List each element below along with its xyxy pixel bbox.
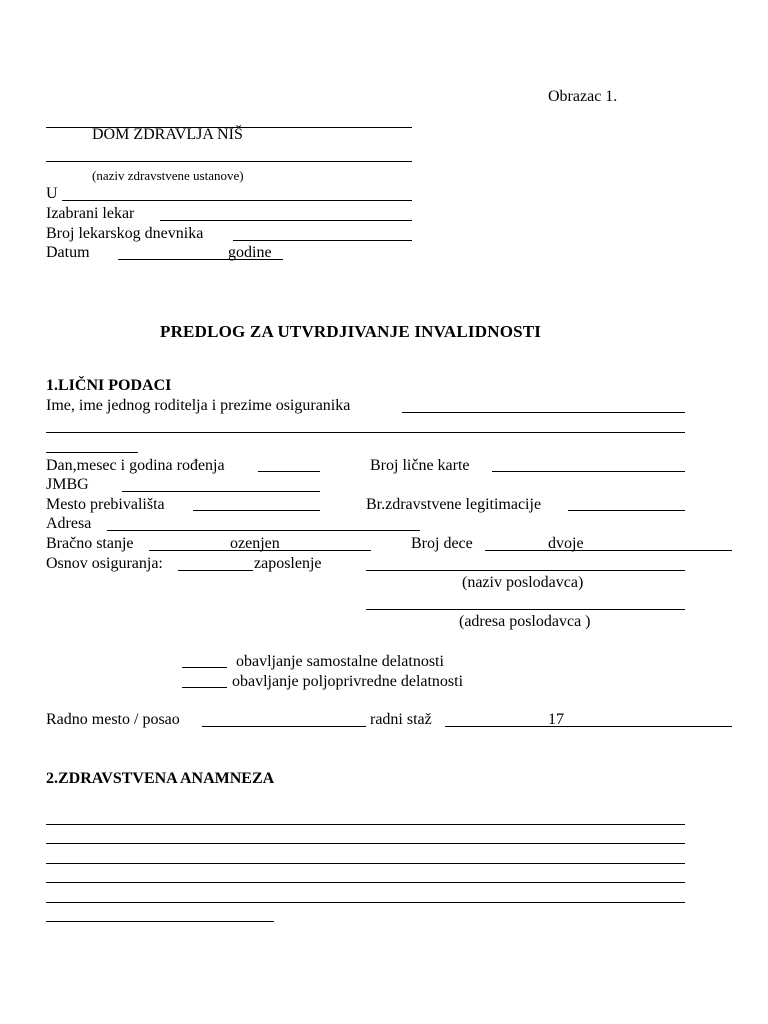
insurance-value: zaposlenje — [254, 555, 322, 572]
form-number: Obrazac 1. — [548, 88, 618, 105]
health-card-field[interactable] — [568, 510, 685, 511]
children-label: Broj dece — [411, 535, 473, 552]
self-employed-field[interactable] — [182, 667, 227, 668]
anamnesis-line[interactable] — [46, 882, 685, 883]
journal-field[interactable] — [233, 240, 412, 241]
marital-label: Bračno stanje — [46, 535, 134, 552]
residence-label: Mesto prebivališta — [46, 496, 165, 513]
children-value: dvoje — [548, 535, 584, 552]
dob-label: Dan,mesec i godina rođenja — [46, 457, 225, 474]
employer-name-field[interactable] — [366, 570, 685, 571]
institution-caption: (naziv zdravstvene ustanove) — [92, 168, 244, 183]
date-suffix: godine — [228, 244, 272, 261]
u-label: U — [46, 185, 58, 202]
jmbg-field[interactable] — [122, 491, 320, 492]
address-field[interactable] — [107, 530, 420, 531]
employer-name-caption: (naziv poslodavca) — [462, 574, 584, 591]
institution-line-2[interactable] — [46, 161, 412, 162]
anamnesis-line[interactable] — [46, 902, 685, 903]
section1-heading: 1.LIČNI PODACI — [46, 377, 172, 394]
insurance-field[interactable] — [178, 570, 253, 571]
job-label: Radno mesto / posao — [46, 711, 180, 728]
insurance-label: Osnov osiguranja: — [46, 555, 163, 572]
u-field[interactable] — [62, 200, 412, 201]
children-field[interactable] — [485, 550, 732, 551]
doctor-field[interactable] — [160, 220, 412, 221]
name-field-line-3[interactable] — [46, 452, 138, 453]
anamnesis-line[interactable] — [46, 863, 685, 864]
residence-field[interactable] — [193, 510, 320, 511]
name-field-line-2[interactable] — [46, 432, 685, 433]
tenure-value: 17 — [548, 711, 564, 728]
id-card-label: Broj lične karte — [370, 457, 470, 474]
address-label: Adresa — [46, 515, 92, 532]
tenure-label: radni staž — [370, 711, 432, 728]
date-label: Datum — [46, 244, 90, 261]
name-field[interactable] — [402, 412, 685, 413]
dob-field[interactable] — [258, 471, 320, 472]
health-card-label: Br.zdravstvene legitimacije — [366, 496, 542, 513]
document-title: PREDLOG ZA UTVRDJIVANJE INVALIDNOSTI — [160, 322, 542, 341]
jmbg-label: JMBG — [46, 476, 89, 493]
journal-label: Broj lekarskog dnevnika — [46, 225, 204, 242]
id-card-field[interactable] — [492, 471, 685, 472]
anamnesis-line[interactable] — [46, 921, 274, 922]
agriculture-label: obavljanje poljoprivredne delatnosti — [232, 673, 464, 690]
job-field[interactable] — [202, 726, 366, 727]
self-employed-label: obavljanje samostalne delatnosti — [236, 653, 444, 670]
marital-value: ozenjen — [230, 535, 280, 552]
employer-address-field[interactable] — [366, 609, 685, 610]
name-label: Ime, ime jednog roditelja i prezime osiguranika — [46, 397, 351, 414]
employer-address-caption: (adresa poslodavca ) — [459, 613, 591, 630]
anamnesis-line[interactable] — [46, 824, 685, 825]
agriculture-field[interactable] — [182, 687, 227, 688]
doctor-label: Izabrani lekar — [46, 205, 135, 222]
tenure-field[interactable] — [445, 726, 732, 727]
anamnesis-line[interactable] — [46, 843, 685, 844]
institution-name: DOM ZDRAVLJA NIŠ — [92, 126, 243, 143]
section2-heading: 2.ZDRAVSTVENA ANAMNEZA — [46, 770, 275, 787]
